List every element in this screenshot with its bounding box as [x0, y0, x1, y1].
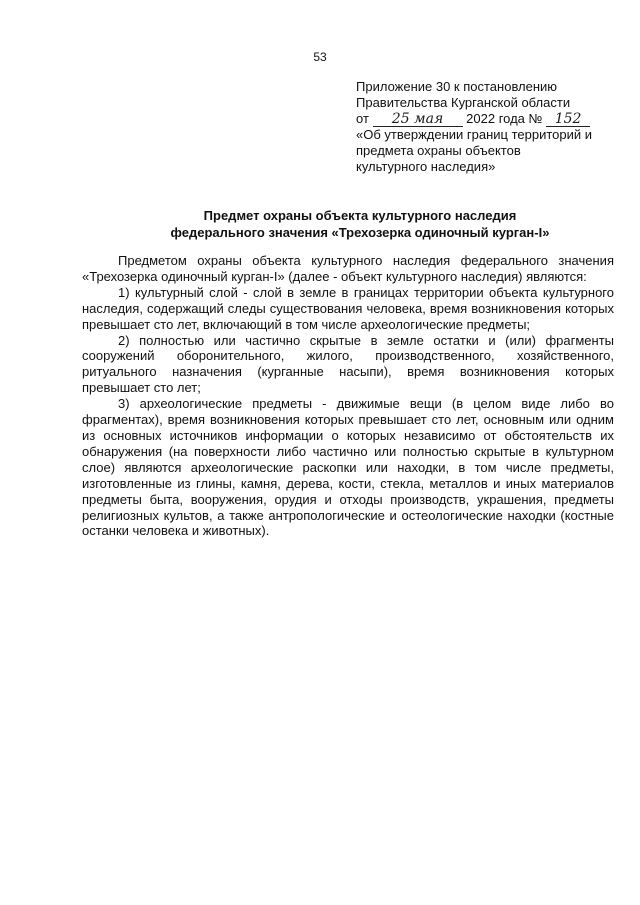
paragraph-intro: Предметом охраны объекта культурного наследия федерального значения «Трехозерка одиночный курган-I» (далее - объект культурного наследия) являются: [82, 253, 614, 284]
appendix-line-5: предмета охраны объектов [356, 143, 521, 158]
number-field [546, 112, 590, 127]
appendix-date-line [356, 111, 626, 127]
date-field [373, 112, 463, 127]
appendix-header [356, 79, 626, 175]
appendix-line-4: «Об утверждении границ территорий и [356, 127, 593, 142]
page-number: 53 [313, 50, 327, 64]
paragraph-item-2: 2) полностью или частично скрытые в земле остатки и (или) фрагменты сооружений оборонительного, жилого, производственного, хозяйственного, ритуального назначения (курганные насыпи), время возникновения которых превышает сто лет; [82, 332, 614, 396]
handwritten-date: 25 мая [391, 111, 444, 127]
number-sign: № [528, 111, 543, 126]
document-body [82, 253, 614, 539]
title-line-1: Предмет охраны объекта культурного наследия [203, 208, 517, 223]
paragraph-item-1: 1) культурный слой - слой в земле в границах территории объекта культурного наследия, содержащий следы существования человека, время возникновения которых превышает сто лет, включающий в том числе археологические предметы; [82, 284, 614, 332]
paragraph-item-3: 3) археологические предметы - движимые вещи (в целом виде либо во фрагментах), время возникновения которых превышает сто лет, основным или одним из основных источников информации о которых независимо от обстоятельств их обнаружения (на поверхности либо частично или полностью скрытые в культурном слое) являются археологические раскопки или находки, в том числе предметы, изготовленные из глины, камня, дерева, кости, стекла, металлов и иных материалов предметы быта, вооружения, орудия и отходы производств, украшения, предметы религиозных культов, а также антропологические и остеологические находки (костные останки человека и животных). [82, 396, 614, 539]
appendix-line-6: культурного наследия» [356, 159, 496, 174]
year-text: 2022 года [466, 111, 525, 126]
appendix-line-1: Приложение 30 к постановлению [356, 79, 558, 94]
title-line-2: федерального значения «Трехозерка одиночный курган-I» [170, 225, 550, 240]
document-title [100, 207, 620, 241]
handwritten-number: 152 [554, 111, 582, 127]
from-prefix: от [356, 111, 369, 126]
appendix-line-2: Правительства Курганской области [356, 95, 571, 110]
